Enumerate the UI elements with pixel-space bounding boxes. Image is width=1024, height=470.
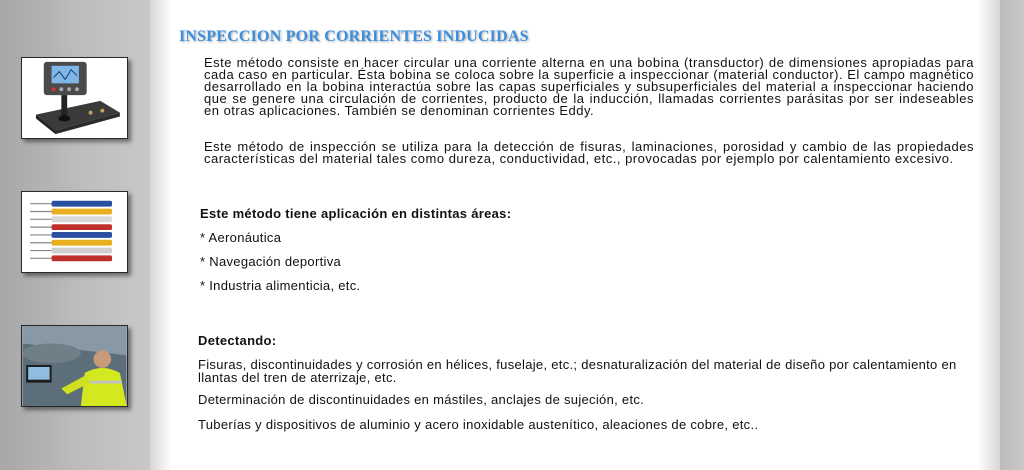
areas-heading: Este método tiene aplicación en distintas áreas: <box>200 206 512 221</box>
eddy-current-probes-image <box>21 191 128 273</box>
inspection-photo-illustration <box>22 326 127 406</box>
method-description-paragraph: Este método consiste en hacer circular una corriente alterna en una bobina (transductor) de dimensiones apropiadas para cada caso en particular. Ésta bobina se coloca sobre la superficie a inspeccionar (material conductor). El campo magnético desarrollado en la bobina interactúa sobre las capas superficiales y subsuperficiales del material a inspeccionar haciendo que se genere una circulación de corrientes, producto de la inducción, llamadas corrientes parásitas por ser indeseables en otras aplicaciones. También se denominan corrientes Eddy. <box>204 55 974 118</box>
area-item-aeronautics: * Aeronáutica <box>200 230 282 245</box>
detecting-heading: Detectando: <box>198 333 277 348</box>
page-title: INSPECCION POR CORRIENTES INDUCIDAS <box>179 28 529 45</box>
method-usage-paragraph: Este método de inspección se utiliza para la detección de fisuras, laminaciones, porosidad y cambio de las propiedades características del material tales como dureza, conductividad, etc., provocadas por ejemplo por calentamiento excesivo. <box>204 139 974 166</box>
aircraft-inspection-photo <box>21 325 128 407</box>
eddy-current-instrument-image <box>21 57 128 139</box>
area-item-sports-navigation: * Navegación deportiva <box>200 254 342 269</box>
detecting-item-masts: Determinación de discontinuidades en mástiles, anclajes de sujeción, etc. <box>198 392 645 407</box>
instrument-illustration <box>22 58 127 138</box>
right-border <box>1000 0 1024 470</box>
detecting-item-fissures: Fisuras, discontinuidades y corrosión en hélices, fuselaje, etc.; desnaturalización del material de diseño por calentamiento en llantas del tren de aterrizaje, etc. <box>198 357 957 385</box>
area-item-food-industry: * Industria alimenticia, etc. <box>200 278 361 293</box>
detecting-item-pipes: Tuberías y dispositivos de aluminio y acero inoxidable austenítico, aleaciones de cobre, etc.. <box>198 417 759 432</box>
probes-illustration <box>22 192 127 272</box>
